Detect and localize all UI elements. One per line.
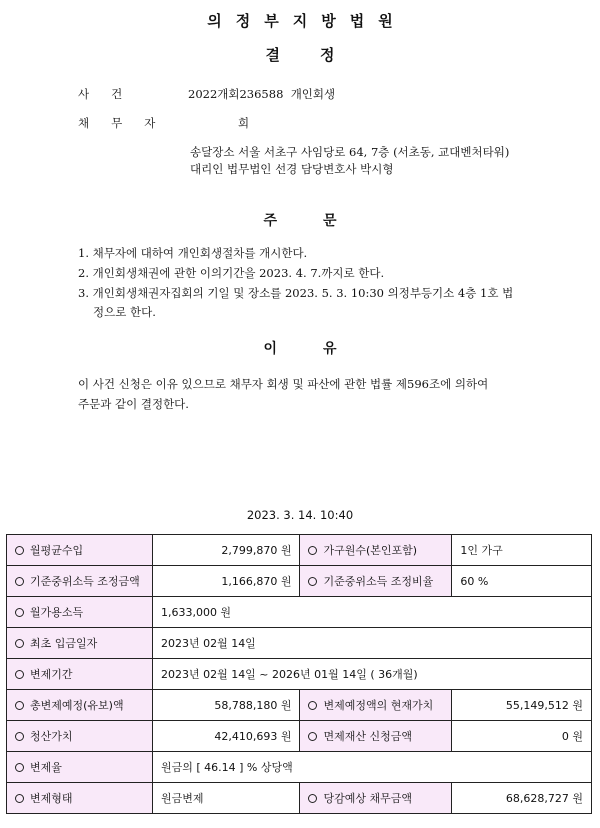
repayment-rate-value: 원금의 [ 46.14 ] % 상당액	[152, 752, 591, 783]
order-item: 2. 개인회생채권에 관한 이의기간을 2023. 4. 7.까지로 한다.	[78, 266, 385, 280]
circle-icon	[15, 577, 24, 586]
circle-icon	[15, 608, 24, 617]
table-header-cell: 가구원수(본인포함)	[300, 535, 452, 566]
median-adj-ratio-value: 60 %	[452, 566, 592, 597]
expected-debt-value: 68,628,727 원	[452, 783, 592, 814]
table-row	[7, 783, 592, 814]
table-header-cell: 변제예정액의 현재가치	[300, 690, 452, 721]
circle-icon	[15, 794, 24, 803]
table-header-cell: 변제율	[7, 752, 153, 783]
circle-icon	[308, 794, 317, 803]
table-row	[7, 535, 592, 566]
table-header-cell: 당감예상 채무금액	[300, 783, 452, 814]
table-header-cell: 면제재산 신청금액	[300, 721, 452, 752]
circle-icon	[308, 701, 317, 710]
case-number: 2022개회236588 개인회생	[188, 87, 336, 101]
table-row	[7, 659, 592, 690]
circle-icon	[15, 546, 24, 555]
table-header-cell: 기준중위소득 조정금액	[7, 566, 153, 597]
circle-icon	[15, 670, 24, 679]
total-planned-value: 58,788,180 원	[152, 690, 300, 721]
table-header-cell: 기준중위소득 조정비율	[300, 566, 452, 597]
table-row	[7, 752, 592, 783]
table-header-cell: 청산가치	[7, 721, 153, 752]
table-header-cell: 변제형태	[7, 783, 153, 814]
table-row	[7, 566, 592, 597]
circle-icon	[308, 732, 317, 741]
case-label: 사건	[78, 87, 145, 101]
table-row	[7, 690, 592, 721]
present-value-value: 55,149,512 원	[452, 690, 592, 721]
legal-agent: 대리인 법무법인 선경 담당변호사 박시형	[190, 162, 394, 176]
table-header-cell: 변제기간	[7, 659, 153, 690]
circle-icon	[15, 763, 24, 772]
household-value: 1인 가구	[452, 535, 592, 566]
circle-icon	[308, 546, 317, 555]
table-row	[7, 721, 592, 752]
debtor-name: 희	[238, 116, 250, 130]
table-row	[7, 597, 592, 628]
order-title: 주문	[263, 213, 383, 229]
order-item: 1. 채무자에 대하여 개인회생절차를 개시한다.	[78, 246, 308, 260]
table-header-cell: 월가용소득	[7, 597, 153, 628]
debtor-label: 채무자	[78, 116, 178, 130]
liquidation-value: 42,410,693 원	[152, 721, 300, 752]
repayment-summary-table	[6, 534, 592, 814]
order-item-continuation: 정으로 한다.	[93, 305, 156, 319]
decision-date: 2023. 3. 14. 10:40	[246, 508, 354, 522]
circle-icon	[15, 639, 24, 648]
case-type: 개인회생	[290, 87, 336, 101]
repayment-period-value: 2023년 02월 14일 ~ 2026년 01월 14일 ( 36개월)	[152, 659, 591, 690]
reason-title: 이유	[263, 341, 383, 357]
disposable-income-value: 1,633,000 원	[152, 597, 591, 628]
document-heading: 결정	[265, 46, 375, 64]
monthly-income-value: 2,799,870 원	[152, 535, 300, 566]
table-row	[7, 628, 592, 659]
circle-icon	[15, 732, 24, 741]
reason-text: 이 사건 신청은 이유 있으므로 채무자 회생 및 파산에 관한 법률 제596조에 의하여	[78, 377, 489, 391]
court-name: 의정부지방법원	[207, 12, 407, 30]
first-payment-value: 2023년 02월 14일	[152, 628, 591, 659]
repayment-type-value: 원금변제	[152, 783, 300, 814]
table-header-cell: 최초 입금일자	[7, 628, 153, 659]
order-item: 3. 개인회생채권자집회의 기일 및 장소를 2023. 5. 3. 10:30 의정부등기소 4층 1호 법	[78, 286, 514, 300]
circle-icon	[15, 701, 24, 710]
reason-text: 주문과 같이 결정한다.	[78, 397, 189, 411]
table-header-cell: 월평균수입	[7, 535, 153, 566]
median-adj-amount-value: 1,166,870 원	[152, 566, 300, 597]
exempt-value: 0 원	[452, 721, 592, 752]
table-header-cell: 총변제예정(유보)액	[7, 690, 153, 721]
circle-icon	[308, 577, 317, 586]
delivery-address: 송달장소 서울 서초구 사임당로 64, 7층 (서초동, 교대벤처타워)	[190, 145, 510, 159]
